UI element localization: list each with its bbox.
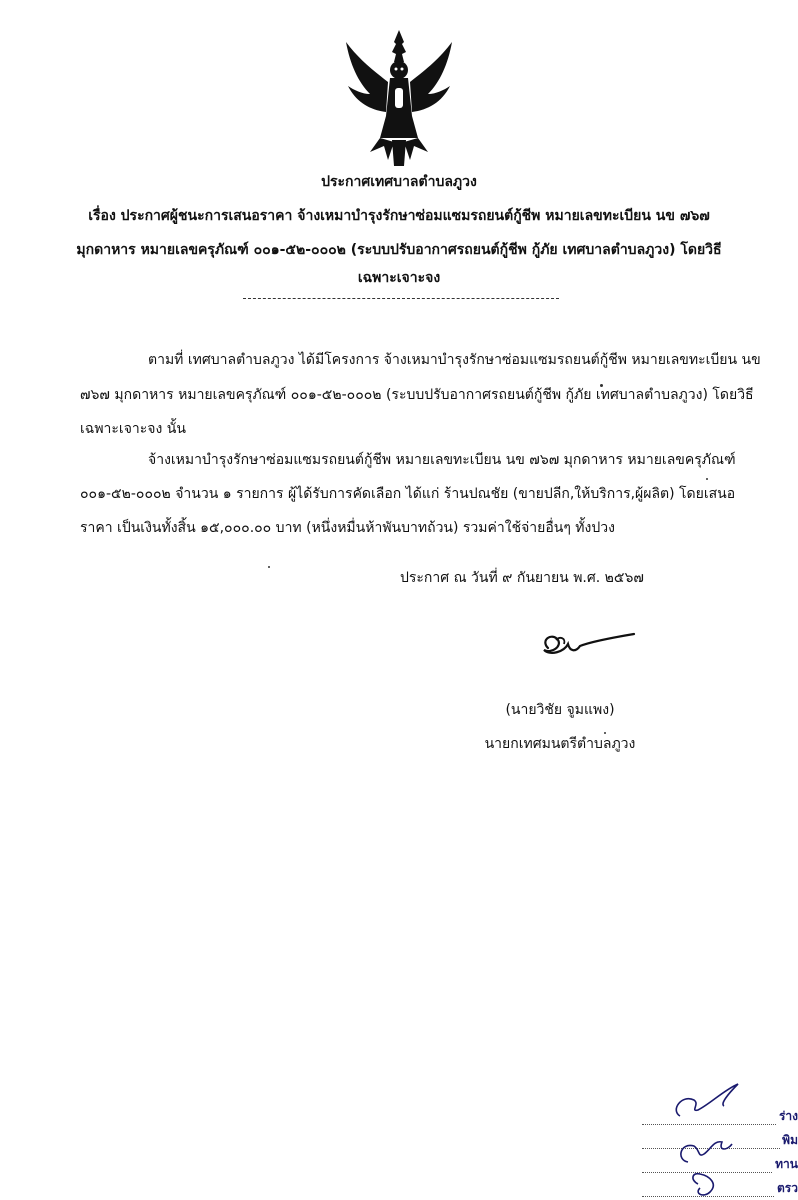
- initial-signatures-icon: [640, 1080, 798, 1200]
- subject-line-3: เฉพาะเจาะจง: [357, 270, 441, 286]
- paragraph-2-line-1: จ้างเหมาบำรุงรักษาซ่อมแซมรถยนต์กู้ชีพ หมายเลขทะเบียน นข ๗๖๗ มุกดาหาร หมายเลขครุภัณฑ์: [148, 452, 736, 468]
- announcement-title: ประกาศเทศบาลตำบลภูวง: [321, 174, 477, 190]
- initial-label-review: ทาน: [773, 1155, 798, 1174]
- garuda-emblem-icon: [340, 28, 458, 168]
- subject-line-1: เรื่อง ประกาศผู้ชนะการเสนอราคา จ้างเหมาบำรุงรักษาซ่อมแซมรถยนต์กู้ชีพ หมายเลขทะเบียน นข ๗๖๗: [88, 208, 710, 224]
- initial-label-check: ตรว: [775, 1179, 798, 1198]
- paragraph-1-line-2: ๗๖๗ มุกดาหาร หมายเลขครุภัณฑ์ ๐๐๑-๕๒-๐๐๐๒ (ระบบปรับอากาศรถยนต์กู้ชีพ กู้ภัย เทศบาลตำบลภูวง) โดยวิธี: [80, 387, 754, 403]
- paragraph-1-line-3: เฉพาะเจาะจง นั้น: [80, 421, 186, 437]
- subject-line-2: มุกดาหาร หมายเลขครุภัณฑ์ ๐๐๑-๕๒-๐๐๐๒ (ระบบปรับอากาศรถยนต์กู้ชีพ กู้ภัย เทศบาลตำบลภูวง) โดยวิธี: [76, 242, 722, 258]
- header-divider: [243, 298, 559, 299]
- signatory-position: นายกเทศมนตรีตำบลภูวง: [484, 736, 636, 752]
- paragraph-2-line-2: ๐๐๑-๕๒-๐๐๐๒ จำนวน ๑ รายการ ผู้ได้รับการคัดเลือก ได้แก่ ร้านปณชัย (ขายปลีก,ให้บริการ,ผู้ผลิต) โดยเสนอ: [80, 486, 736, 502]
- paragraph-2-line-3: ราคา เป็นเงินทั้งสิ้น ๑๕,๐๐๐.๐๐ บาท (หนึ่งหมื่นห้าพันบาทถ้วน) รวมค่าใช้จ่ายอื่นๆ ทั้งปวง: [80, 520, 615, 536]
- paragraph-1-line-1: ตามที่ เทศบาลตำบลภูวง ได้มีโครงการ จ้างเหมาบำรุงรักษาซ่อมแซมรถยนต์กู้ชีพ หมายเลขทะเบียน นข: [148, 352, 761, 368]
- scan-speck: [706, 478, 708, 480]
- signature-icon: [530, 626, 640, 666]
- initial-label-draft: ร่าง: [777, 1107, 798, 1126]
- scan-speck: [604, 732, 606, 734]
- initial-label-typed: พิม: [780, 1131, 798, 1150]
- scan-speck: [600, 384, 603, 387]
- signatory-name: (นายวิชัย จูมแพง): [505, 702, 615, 718]
- announcement-date: ประกาศ ณ วันที่ ๙ กันยายน พ.ศ. ๒๕๖๗: [400, 570, 644, 586]
- scan-speck: [268, 566, 270, 568]
